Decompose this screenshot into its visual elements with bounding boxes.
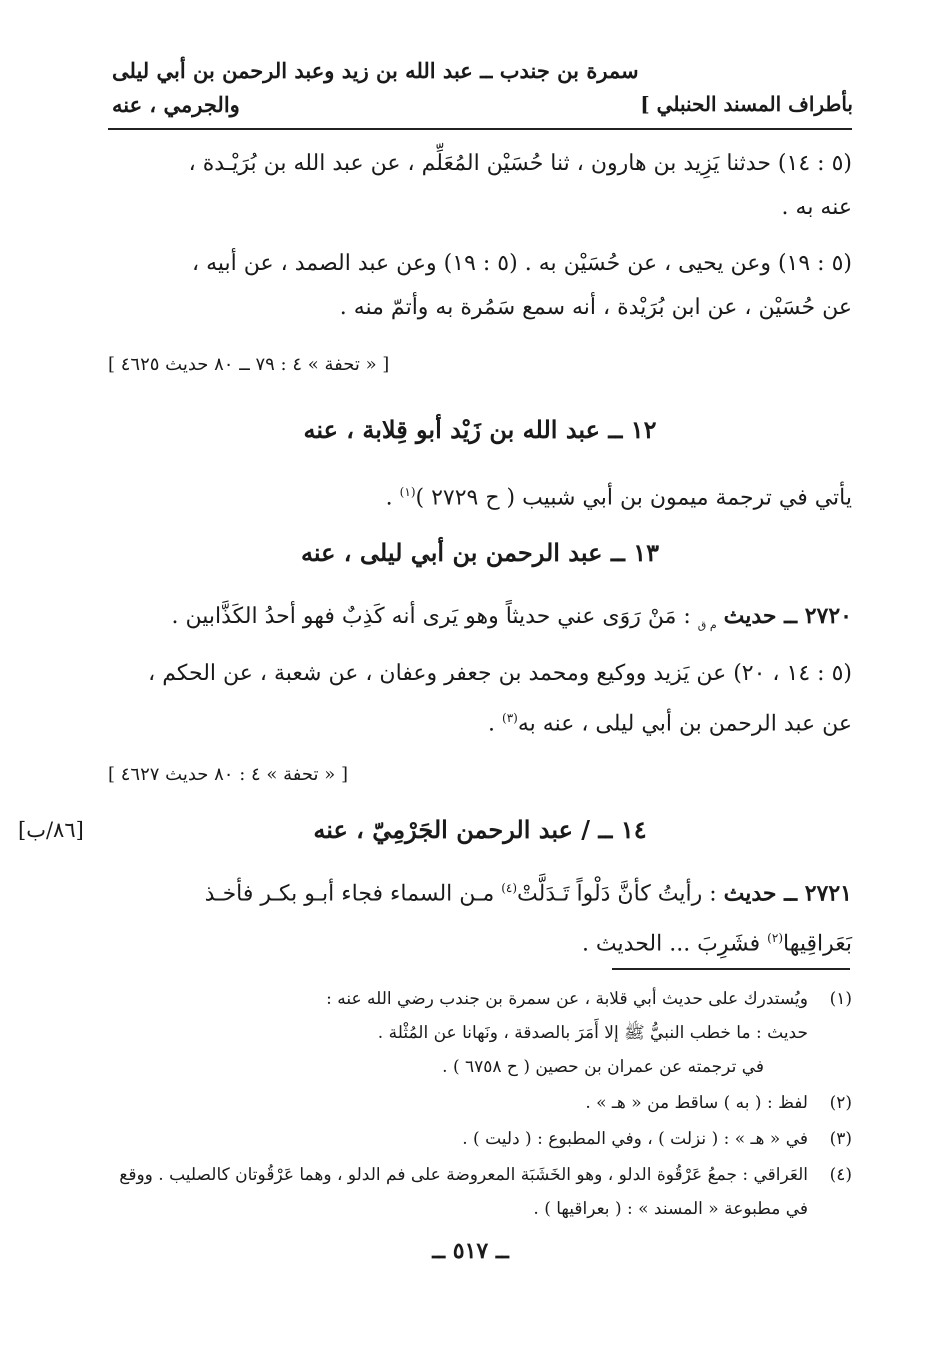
text-line: (٥ : ١٤) حدثنا يَزِيد بن هارون ، ثنا حُسَيْن المُعَلِّم ، عن عبد الله بن بُرَيْـدة ،	[188, 151, 852, 176]
hadith-number: ٢٧٢١ ــ حديث	[723, 880, 852, 907]
text-line: يأتي في ترجمة ميمون بن أبي شبيب ( ح ٢٧٢٩ )	[415, 485, 852, 511]
paragraph-isnad-2	[108, 242, 852, 330]
hadith-text: بَعَراقِيها	[783, 931, 852, 957]
footnote-number: (١)	[829, 989, 852, 1009]
hadith-2721	[108, 866, 852, 967]
section-heading-14: ١٤ ــ / عبد الرحمن الجَرْمِيّ ، عنه	[313, 815, 647, 844]
hadith-text: : رأيتُ كأنَّ دَلْواً تَـدَلَّتْ	[517, 881, 717, 907]
footnote-number: (٣)	[829, 1129, 852, 1149]
footnote-4	[108, 1158, 852, 1226]
hadith-number: ٢٧٢٠ ــ حديث	[723, 603, 852, 629]
header-rule	[108, 128, 852, 130]
footnote-1	[108, 982, 852, 1084]
footnote-line	[108, 982, 852, 1016]
manuscript-folio-note: [٨٦/ب]	[18, 818, 84, 842]
footnote-3	[108, 1122, 852, 1156]
footnote-marker: (٢)	[767, 931, 783, 946]
footnote-text: ويُستدرك على حديث أبي قلابة ، عن سمرة بن جندب رضي الله عنه :	[326, 989, 808, 1009]
tuhfa-reference-2: [ « تحفة » ٤ : ٨٠ حديث ٤٦٢٧ ]	[108, 764, 348, 785]
running-header-title: سمرة بن جندب ــ عبد الله بن زيد وعبد الرحمن بن أبي ليلى	[112, 58, 639, 83]
footnote-marker: (٣)	[502, 711, 518, 725]
hadith-text: فشَرِبَ ... الحديث .	[581, 931, 768, 957]
footnote-number: (٤)	[829, 1165, 852, 1185]
footnote-text: لفظ : ( به ) ساقط من « هـ » .	[585, 1093, 808, 1113]
text-line: عنه به .	[781, 195, 852, 220]
footnote-marker: (١)	[399, 485, 416, 499]
footnote-text: العَراقي : جمعُ عَرْقُوة الدلو ، وهو الخَشَبَة المعروضة على فم الدلو ، وهما عَرْقُوتان كالصليب . ووقع	[119, 1165, 808, 1185]
text-line: (٥ : ١٩) وعن يحيى ، عن حُسَيْن به . (٥ : ١٩) وعن عبد الصمد ، عن أبيه ،	[191, 251, 852, 276]
section-heading-12: ١٢ ــ عبد الله بن زَيْد أبو قِلابة ، عنه	[303, 415, 657, 444]
footnote-separator	[612, 968, 850, 970]
text-line: (٥ : ١٤ ، ٢٠) عن يَزيد ووكيع ومحمد بن جعفر وعفان ، عن شعبة ، عن الحكم ،	[148, 661, 852, 686]
footnote-line: في ترجمته عن عمران بن حصين ( ح ٦٧٥٨ ) .	[442, 1057, 764, 1077]
running-header-subtitle: والجرمي ، عنه	[112, 92, 240, 117]
paragraph-cross-reference: يأتي في ترجمة ميمون بن أبي شبيب ( ح ٢٧٢٩ )$^{(١)}$ .	[385, 485, 852, 511]
hadith-text: : مَنْ رَوَى عني حديثاً وهو يَرى أنه كَذِبٌ فهو أحدُ الكَذَّابين .	[171, 604, 691, 629]
tuhfa-reference-1: [ « تحفة » ٤ : ٧٩ ــ ٨٠ حديث ٤٦٢٥ ]	[108, 354, 390, 375]
hadith-text: مـن السماء فجاء أبـو بكـر فأخـذ	[204, 881, 502, 907]
hadith-2720	[108, 594, 852, 647]
footnote-2	[108, 1086, 852, 1120]
source-sigla: م ق	[697, 618, 717, 632]
footnote-line: حديث : ما خطب النبيُّ ﷺ إلا أَمَرَ بالصدقة ، ونَهانا عن المُثْلة .	[377, 1023, 808, 1043]
page-number: ــ ٥١٧ ــ	[432, 1238, 509, 1264]
text-line	[108, 916, 852, 966]
text-span: عن عبد الرحمن بن أبي ليلى ، عنه به	[517, 711, 852, 737]
footnote-marker: (٤)	[501, 881, 518, 895]
footnote-number: (٢)	[829, 1093, 852, 1113]
text-line: عن حُسَيْن ، عن ابن بُرَيْدة ، أنه سمع سَمُرة به وأتمّ منه .	[339, 295, 852, 320]
text-line: عن عبد الرحمن بن أبي ليلى ، عنه به$^{(٣)}$ .	[488, 711, 852, 737]
section-heading-13: ١٣ ــ عبد الرحمن بن أبي ليلى ، عنه	[300, 538, 660, 567]
footnote-line: في مطبوعة « المسند » : ( بعراقيها ) .	[533, 1199, 808, 1219]
text-line	[108, 866, 852, 916]
paragraph-isnad-3	[108, 652, 852, 746]
footnote-text: في « هـ » : ( نزلت ) ، وفي المطبوع : ( دليت ) .	[462, 1129, 808, 1149]
paragraph-isnad-1	[108, 142, 852, 230]
running-header-book: بأطراف المسند الحنبلي ]	[640, 92, 853, 116]
footnote-line	[108, 1158, 852, 1192]
